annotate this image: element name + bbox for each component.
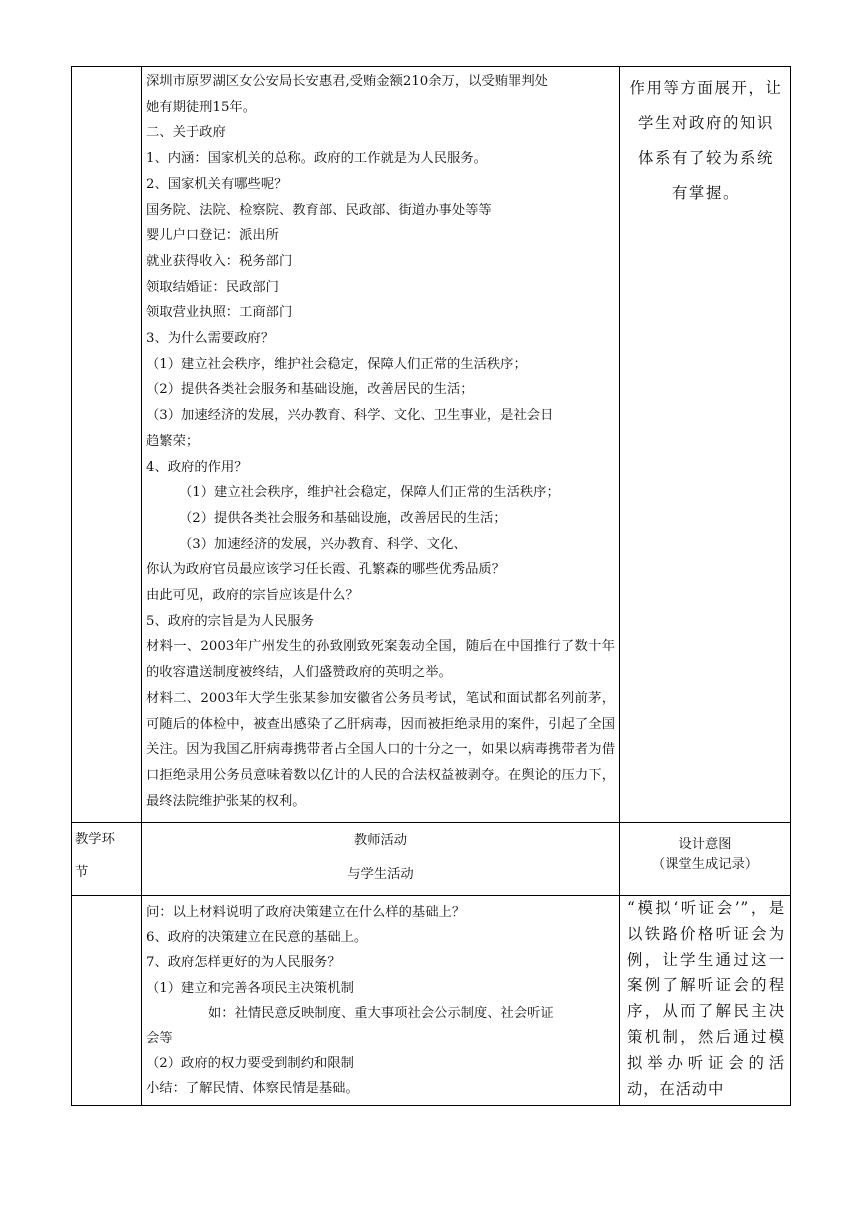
material-two-paragraph: 材料二、2003年大学生张某参加安徽省公务员考试，笔试和面试都名列前茅，可随后的体检中，被查出感染了乙肝病毒，因而被拒绝录用的案件，引起了全国关注。因为我国乙肝病毒携带者占全国人口的十分之一，如果以病毒携带者为借口拒绝录用公务员意味着数以亿计的人民的合法权益被剥夺。在舆论的压力下，最终法院维护张某的权利。 <box>146 690 615 809</box>
header-activity-line1: 教师活动 <box>353 833 408 848</box>
text-line: 1、内涵：国家机关的总称。政府的工作就是为人民服务。 <box>146 151 487 167</box>
text-line: （2）政府的权力要受到制约和限制 <box>146 1056 354 1072</box>
indented-line: （2）提供各类社会服务和基础设施，改善居民的生活； <box>179 510 507 526</box>
text-line: 会等 <box>146 1031 173 1047</box>
teacher-activity-cell <box>142 896 620 1106</box>
text-line: 6、政府的决策建立在民意的基础上。 <box>146 930 368 946</box>
design-intent-line: 有掌握。 <box>672 184 740 202</box>
text-line: 3、为什么需要政府？ <box>146 331 275 347</box>
stage-cell-empty <box>72 896 142 1106</box>
header-stage-line1: 教学环 <box>75 832 115 847</box>
content-row-bottom <box>72 896 791 1106</box>
header-teaching-stage <box>72 823 142 896</box>
design-intent-line: 学生对政府的知识 <box>638 114 774 132</box>
header-intent-line2: （课堂生成记录） <box>651 857 759 872</box>
text-line: 领取营业执照：工商部门 <box>146 305 293 321</box>
text-line: 就业获得收入：税务部门 <box>146 253 293 269</box>
text-line: （1）建立和完善各项民主决策机制 <box>146 980 354 996</box>
material-one-paragraph: 材料一、2003年广州发生的孙致刚致死案轰动全国，随后在中国推行了数十年的收容遣送制度被终结，人们盛赞政府的英明之举。 <box>146 639 615 681</box>
text-line: 深圳市原罗湖区女公安局长安惠君,受贿金额210余万，以受贿罪判处 <box>146 74 548 89</box>
text-line: 问：以上材料说明了政府决策建立在什么样的基础上？ <box>146 905 466 920</box>
text-line: 你认为政府官员最应该学习任长霞、孔繁森的哪些优秀品质？ <box>146 562 506 578</box>
design-intent-line: 作用等方面展开，让 <box>629 79 783 97</box>
text-line: 她有期徒刑15年。 <box>146 99 256 115</box>
header-activity-line2: 与学生活动 <box>347 867 414 882</box>
design-intent-line: 体系有了较为系统 <box>638 149 774 167</box>
header-teacher-activity <box>142 823 620 896</box>
header-row <box>72 823 791 896</box>
summary-line: 小结：了解民情、体察民情是基础。 <box>146 1081 359 1097</box>
text-line: 婴儿户口登记：派出所 <box>146 228 279 244</box>
text-line: （3）加速经济的发展，兴办教育、科学、文化、卫生事业，是社会日 <box>146 408 554 424</box>
design-intent-cell <box>620 67 791 823</box>
design-intent-paragraph: “模拟‘听证会’”，是以铁路价格听证会为例，让学生通过这一案例了解听证会的程序，从而了解民主决策机制，然后通过模拟举办听证会的活动，在活动中 <box>627 899 785 1098</box>
section-heading: 二、关于政府 <box>146 125 226 141</box>
text-line: 领取结婚证：民政部门 <box>146 279 279 295</box>
design-intent-cell <box>620 896 791 1106</box>
header-intent-line1: 设计意图 <box>678 837 732 852</box>
content-row-top <box>72 67 791 823</box>
header-stage-line2: 节 <box>75 865 89 880</box>
stage-cell-empty <box>72 67 142 823</box>
text-line: （2）提供各类社会服务和基础设施，改善居民的生活； <box>146 382 474 398</box>
text-line: 国务院、法院、检察院、教育部、民政部、街道办事处等等 <box>146 202 492 218</box>
example-line: 如：社情民意反映制度、重大事项社会公示制度、社会听证 <box>208 1005 554 1021</box>
text-line: （1）建立社会秩序，维护社会稳定，保障人们正常的生活秩序； <box>146 356 527 372</box>
teacher-activity-cell <box>142 67 620 823</box>
text-line: 趋繁荣； <box>146 433 200 449</box>
indented-line: （1）建立社会秩序，维护社会稳定，保障人们正常的生活秩序； <box>179 485 560 501</box>
header-design-intent <box>620 823 791 896</box>
text-line: 7、政府怎样更好的为人民服务？ <box>146 955 341 971</box>
lesson-plan-table <box>71 66 791 1106</box>
text-line: 由此可见，政府的宗旨应该是什么？ <box>146 588 359 604</box>
text-line: 4、政府的作用？ <box>146 459 248 475</box>
text-line: 5、政府的宗旨是为人民服务 <box>146 613 315 629</box>
text-line: 2、国家机关有哪些呢？ <box>146 176 288 192</box>
indented-line: （3）加速经济的发展，兴办教育、科学、文化、 <box>179 536 467 552</box>
